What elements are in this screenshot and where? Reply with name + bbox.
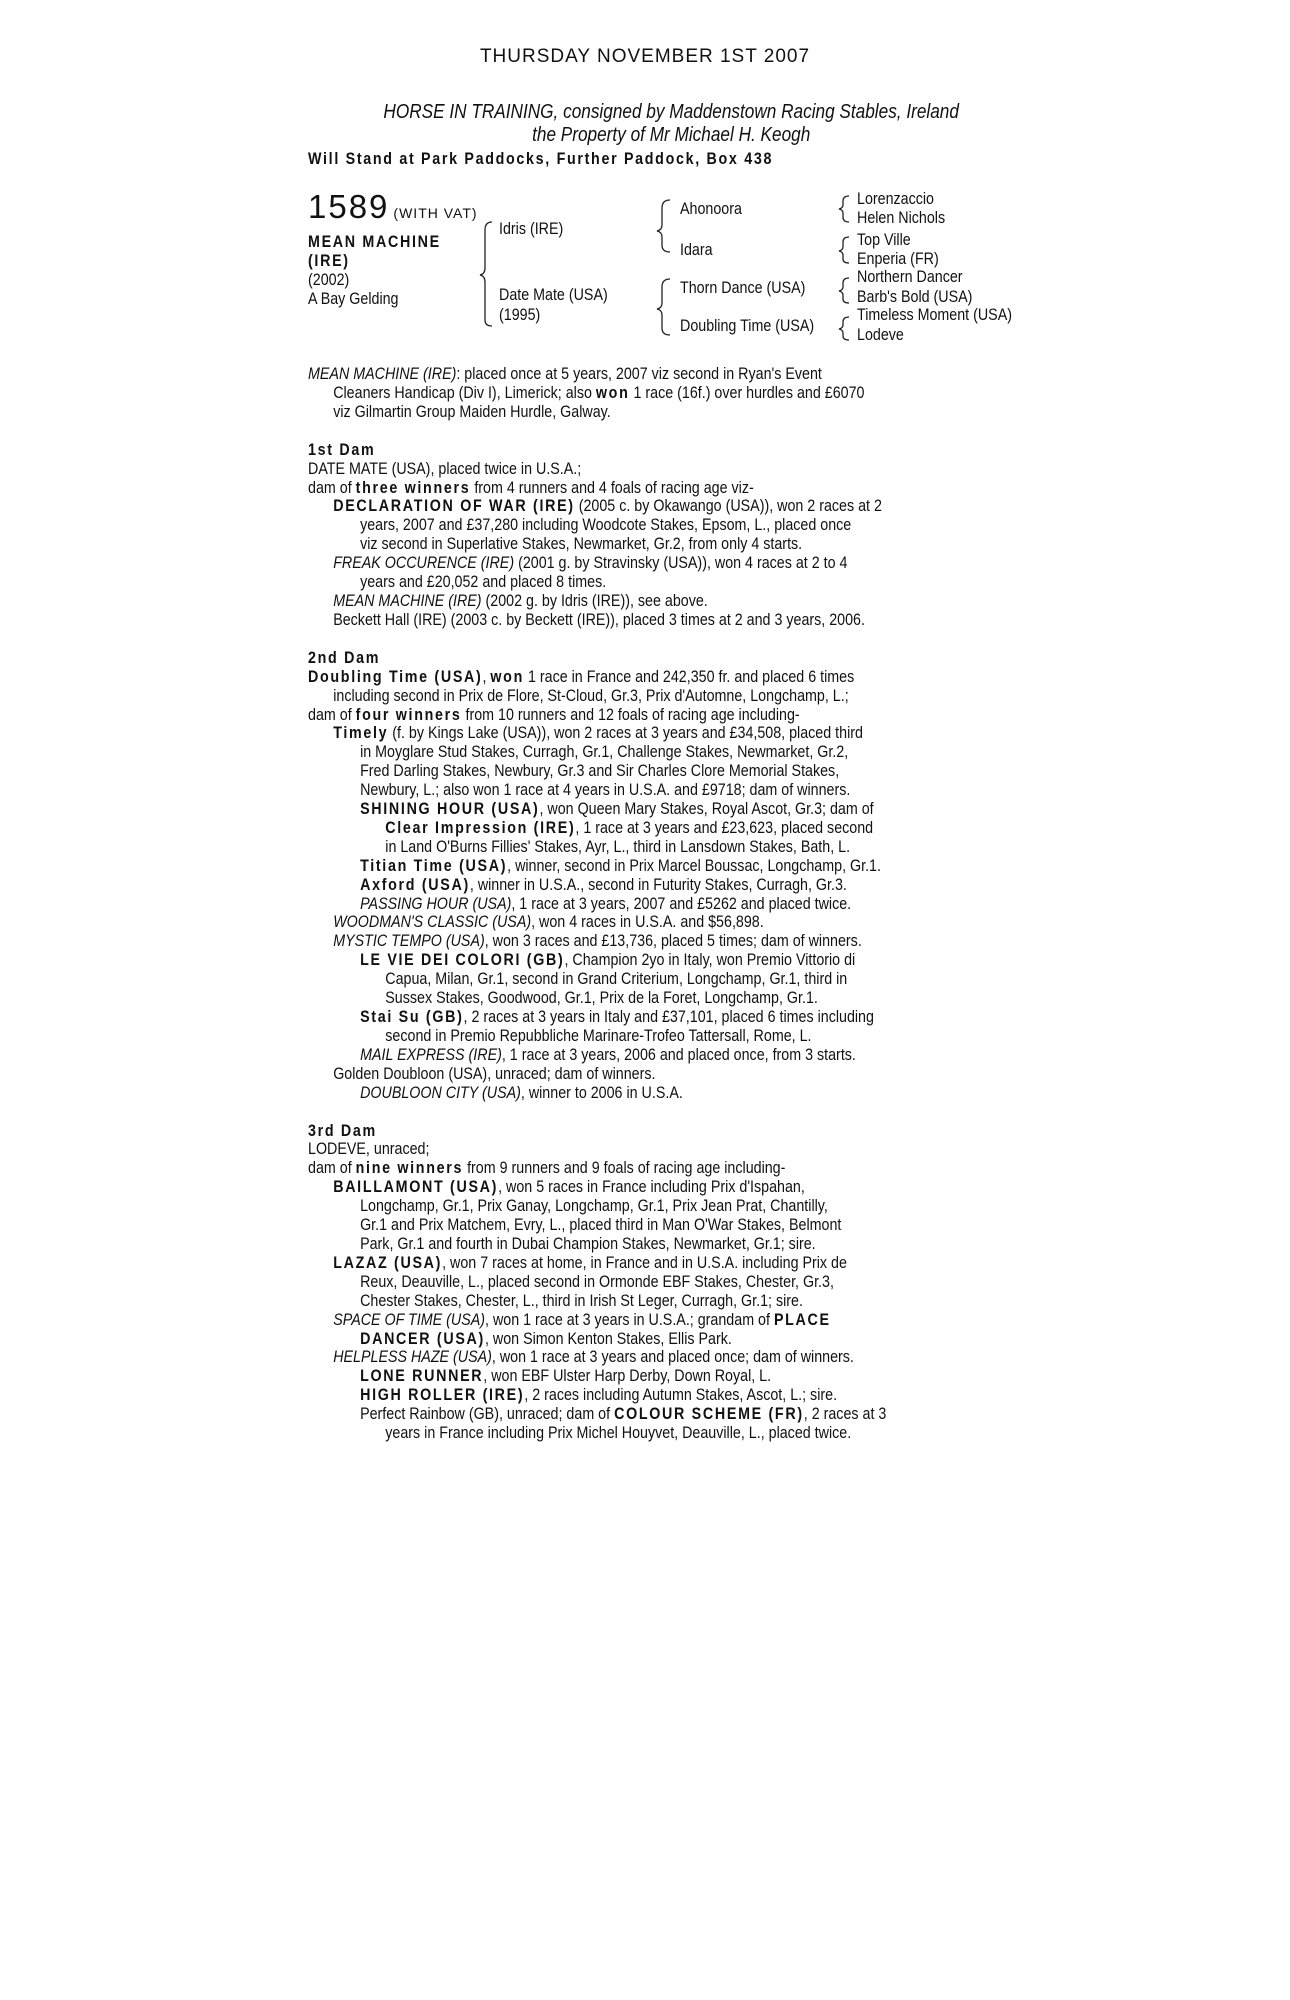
second-dam-heading: 2nd Dam bbox=[308, 647, 381, 667]
consignment-line: HORSE IN TRAINING, consigned by Maddenstown Racing Stables, Ireland bbox=[383, 101, 959, 123]
produce-entry bbox=[308, 1405, 997, 1424]
produce-entry bbox=[308, 876, 997, 895]
produce-line: years, 2007 and £37,280 including Woodcote Stakes, Epsom, L., placed once bbox=[360, 515, 852, 535]
produce-text: , winner in U.S.A., second in Futurity Stakes, Curragh, Gr.3. bbox=[469, 874, 847, 894]
text: from 10 runners and 12 foals of racing age including- bbox=[465, 704, 800, 724]
text: dam of bbox=[308, 477, 352, 497]
produce-text: , won 4 races in U.S.A. and $56,898. bbox=[531, 912, 764, 932]
produce-entry bbox=[308, 1084, 997, 1103]
pedigree-brackets bbox=[0, 0, 1290, 360]
dam-dam-sire: Timeless Moment (USA) bbox=[857, 305, 1012, 324]
dam-line bbox=[308, 668, 997, 687]
property-line: the Property of Mr Michael H. Keogh bbox=[532, 124, 811, 146]
produce-entry bbox=[308, 895, 997, 914]
produce-name: HIGH ROLLER (IRE) bbox=[360, 1385, 525, 1405]
produce-name: Titian Time (USA) bbox=[360, 855, 508, 875]
produce-entry bbox=[308, 497, 997, 516]
produce-name: SHINING HOUR (USA) bbox=[360, 799, 540, 819]
winner-count: four winners bbox=[355, 704, 462, 724]
race-record-line bbox=[308, 365, 997, 384]
winner-count: nine winners bbox=[355, 1158, 464, 1178]
produce-entry bbox=[308, 1046, 997, 1065]
produce-text: , 2 races including Autumn Stakes, Ascot, L.; sire. bbox=[524, 1385, 838, 1405]
produce-line: in Land O'Burns Fillies' Stakes, Ayr, L., third in Lansdown Stakes, Bath, L. bbox=[385, 836, 851, 856]
text: , bbox=[482, 666, 491, 686]
produce-entry bbox=[308, 1367, 997, 1386]
produce-entry bbox=[308, 1254, 997, 1273]
produce-line: viz second in Superlative Stakes, Newmarket, Gr.2, from only 4 starts. bbox=[360, 534, 803, 554]
dam-year: (1995) bbox=[499, 305, 541, 324]
produce-line: Sussex Stakes, Goodwood, Gr.1, Prix de la Foret, Longchamp, Gr.1. bbox=[385, 988, 818, 1008]
produce-text: , won Simon Kenton Stakes, Ellis Park. bbox=[484, 1328, 732, 1348]
produce-text: , Champion 2yo in Italy, won Premio Vittorio di bbox=[564, 950, 856, 970]
produce-name: BAILLAMONT (USA) bbox=[333, 1177, 499, 1197]
sire-dam-dam: Enperia (FR) bbox=[857, 249, 939, 268]
produce-name: FREAK OCCURENCE (IRE) bbox=[333, 553, 515, 573]
third-dam-heading: 3rd Dam bbox=[308, 1120, 377, 1140]
produce-line: Longchamp, Gr.1, Prix Ganay, Longchamp, Gr.1, Prix Jean Prat, Chantilly, bbox=[360, 1196, 828, 1216]
produce-entry bbox=[308, 1178, 997, 1197]
produce-name: DECLARATION OF WAR (IRE) bbox=[333, 496, 575, 516]
produce-entry bbox=[308, 819, 997, 838]
produce-entry bbox=[308, 1386, 997, 1405]
sire-sire-dam: Helen Nichols bbox=[857, 208, 946, 227]
dam-line: including second in Prix de Flore, St-Cloud, Gr.3, Prix d'Automne, Longchamp, L.; bbox=[333, 685, 849, 705]
produce-entry: Golden Doubloon (USA), unraced; dam of winners. bbox=[333, 1063, 656, 1083]
produce-entry bbox=[308, 554, 997, 573]
produce-text: (2002 g. by Idris (IRE)), see above. bbox=[481, 590, 708, 610]
horse-description: A Bay Gelding bbox=[308, 289, 399, 308]
winner-count: three winners bbox=[355, 477, 471, 497]
produce-text: (f. by Kings Lake (USA)), won 2 races at 3 years and £34,508, placed third bbox=[388, 723, 863, 743]
produce-line: Chester Stakes, Chester, L., third in Irish St Leger, Curragh, Gr.1; sire. bbox=[360, 1290, 803, 1310]
produce-entry bbox=[308, 724, 997, 743]
produce-text: , 1 race at 3 years, 2007 and £5262 and placed twice. bbox=[511, 893, 852, 913]
produce-line: years in France including Prix Michel Houyvet, Deauville, L., placed twice. bbox=[385, 1423, 852, 1443]
dam-name: Doubling Time (USA) bbox=[308, 666, 483, 686]
produce-entry bbox=[308, 1311, 997, 1330]
produce-text: , 2 races at 3 bbox=[803, 1404, 887, 1424]
produce-line: Reux, Deauville, L., placed second in Ormonde EBF Stakes, Chester, Gr.3, bbox=[360, 1271, 834, 1291]
dam-line bbox=[308, 706, 997, 725]
dam-line: DATE MATE (USA), placed twice in U.S.A.; bbox=[308, 458, 582, 478]
produce-text: Perfect Rainbow (GB), unraced; dam of bbox=[360, 1404, 611, 1424]
produce-entry bbox=[308, 951, 997, 970]
sire-dam: Idara bbox=[680, 240, 713, 259]
produce-entry bbox=[308, 592, 997, 611]
race-record-line bbox=[308, 384, 997, 403]
produce-entry bbox=[308, 857, 997, 876]
text: from 4 runners and 4 foals of racing age viz- bbox=[474, 477, 754, 497]
produce-name: HELPLESS HAZE (USA) bbox=[333, 1347, 492, 1367]
dam-line: LODEVE, unraced; bbox=[308, 1139, 430, 1159]
produce-entry bbox=[308, 800, 997, 819]
vat-note: (WITH VAT) bbox=[393, 205, 478, 221]
produce-line bbox=[308, 1330, 997, 1349]
produce-entry bbox=[308, 1008, 997, 1027]
produce-name: Clear Impression (IRE) bbox=[385, 817, 576, 837]
produce-line: years and £20,052 and placed 8 times. bbox=[360, 572, 607, 592]
produce-text: (2005 c. by Okawango (USA)), won 2 races at 2 bbox=[574, 496, 882, 516]
dam-sire-dam: Barb's Bold (USA) bbox=[857, 287, 973, 306]
record-text: 1 race (16f.) over hurdles and £6070 bbox=[633, 382, 865, 402]
produce-name: LE VIE DEI COLORI (GB) bbox=[360, 950, 565, 970]
text: 1 race in France and 242,350 fr. and placed 6 times bbox=[523, 666, 855, 686]
produce-text: , won 1 race at 3 years in U.S.A.; grandam of bbox=[485, 1309, 770, 1329]
record-won: won bbox=[595, 382, 630, 402]
produce-line: Park, Gr.1 and fourth in Dubai Champion Stakes, Newmarket, Gr.1; sire. bbox=[360, 1233, 816, 1253]
produce-name: COLOUR SCHEME (FR) bbox=[614, 1404, 804, 1424]
produce-name: MEAN MACHINE (IRE) bbox=[333, 590, 482, 610]
produce-text: , 2 races at 3 years in Italy and £37,101, placed 6 times including bbox=[463, 1007, 874, 1026]
produce-line: in Moyglare Stud Stakes, Curragh, Gr.1, Challenge Stakes, Newmarket, Gr.2, bbox=[360, 742, 849, 762]
lot-number: 1589 bbox=[308, 188, 390, 225]
won: won bbox=[490, 666, 524, 686]
produce-name: SPACE OF TIME (USA) bbox=[333, 1309, 486, 1329]
produce-text: , won 1 race at 3 years and placed once; dam of winners. bbox=[491, 1347, 854, 1367]
dam: Date Mate (USA) bbox=[499, 285, 608, 304]
produce-text: , won 3 races and £13,736, placed 5 times; dam of winners. bbox=[484, 931, 862, 951]
produce-name: DOUBLOON CITY (USA) bbox=[360, 1082, 521, 1102]
produce-name: Axford (USA) bbox=[360, 874, 470, 894]
produce-text: , 1 race at 3 years, 2006 and placed once, from 3 starts. bbox=[501, 1044, 856, 1064]
text: dam of bbox=[308, 1158, 352, 1178]
record-horse-name: MEAN MACHINE (IRE) bbox=[308, 364, 457, 383]
horse-year: (2002) bbox=[308, 270, 350, 289]
text: from 9 runners and 9 foals of racing age including- bbox=[467, 1158, 786, 1178]
stand-location-line: Will Stand at Park Paddocks, Further Paddock, Box 438 bbox=[308, 149, 774, 168]
produce-entry bbox=[308, 1348, 997, 1367]
produce-text: , won EBF Ulster Harp Derby, Down Royal, L. bbox=[483, 1366, 772, 1386]
dam-sire: Thorn Dance (USA) bbox=[680, 278, 806, 297]
produce-text: , won 7 races at home, in France and in U.S.A. including Prix de bbox=[442, 1252, 847, 1272]
produce-text: , won Queen Mary Stakes, Royal Ascot, Gr.3; dam of bbox=[539, 799, 874, 819]
sire: Idris (IRE) bbox=[499, 219, 564, 238]
first-dam-heading: 1st Dam bbox=[308, 439, 376, 459]
dam-dam-dam: Lodeve bbox=[857, 325, 904, 344]
produce-name: Stai Su (GB) bbox=[360, 1007, 464, 1026]
dam-dam: Doubling Time (USA) bbox=[680, 316, 815, 335]
produce-text: , winner, second in Prix Marcel Boussac, Longchamp, Gr.1. bbox=[507, 855, 881, 875]
sire-sire: Ahonoora bbox=[680, 199, 742, 218]
produce-name: MAIL EXPRESS (IRE) bbox=[360, 1044, 502, 1064]
race-record-line: viz Gilmartin Group Maiden Hurdle, Galway. bbox=[333, 401, 611, 421]
produce-name: WOODMAN'S CLASSIC (USA) bbox=[333, 912, 532, 932]
horse-country: (IRE) bbox=[308, 251, 350, 270]
produce-line: Fred Darling Stakes, Newbury, Gr.3 and Sir Charles Clore Memorial Stakes, bbox=[360, 761, 840, 781]
record-text: : placed once at 5 years, 2007 viz second in Ryan's Event bbox=[456, 364, 822, 383]
text: dam of bbox=[308, 704, 352, 724]
produce-name: LONE RUNNER bbox=[360, 1366, 484, 1386]
produce-text: (2001 g. by Stravinsky (USA)), won 4 races at 2 to 4 bbox=[514, 553, 848, 573]
produce-line: second in Premio Repubbliche Marinare-Trofeo Tattersall, Rome, L. bbox=[385, 1025, 812, 1045]
dam-line bbox=[308, 479, 997, 498]
horse-name: MEAN MACHINE bbox=[308, 232, 441, 251]
produce-name: LAZAZ (USA) bbox=[333, 1252, 443, 1272]
produce-line: Capua, Milan, Gr.1, second in Grand Criterium, Longchamp, Gr.1, third in bbox=[385, 969, 848, 989]
produce-name: PASSING HOUR (USA) bbox=[360, 893, 512, 913]
dam-sire-sire: Northern Dancer bbox=[857, 267, 963, 286]
record-text: Cleaners Handicap (Div I), Limerick; also bbox=[333, 382, 592, 402]
produce-line: Newbury, L.; also won 1 race at 4 years in U.S.A. and £9718; dam of winners. bbox=[360, 780, 851, 800]
produce-name: MYSTIC TEMPO (USA) bbox=[333, 931, 485, 951]
sale-date-heading: THURSDAY NOVEMBER 1ST 2007 bbox=[479, 46, 811, 67]
produce-name: PLACE bbox=[773, 1309, 831, 1329]
produce-name: Timely bbox=[333, 723, 389, 743]
produce-text: , 1 race at 3 years and £23,623, placed second bbox=[575, 817, 874, 837]
produce-text: , won 5 races in France including Prix d'Ispahan, bbox=[498, 1177, 805, 1197]
produce-entry bbox=[308, 932, 997, 951]
produce-line: Gr.1 and Prix Matchem, Evry, L., placed third in Man O'War Stakes, Belmont bbox=[360, 1215, 842, 1235]
produce-entry bbox=[308, 913, 997, 932]
pedigree-notes bbox=[308, 365, 997, 1443]
sire-sire-sire: Lorenzaccio bbox=[857, 189, 935, 208]
sire-dam-sire: Top Ville bbox=[857, 230, 911, 249]
dam-line bbox=[308, 1159, 997, 1178]
produce-name: DANCER (USA) bbox=[360, 1328, 485, 1348]
produce-entry: Beckett Hall (IRE) (2003 c. by Beckett (IRE)), placed 3 times at 2 and 3 years, 2006. bbox=[333, 609, 865, 629]
produce-text: , winner to 2006 in U.S.A. bbox=[520, 1082, 683, 1102]
